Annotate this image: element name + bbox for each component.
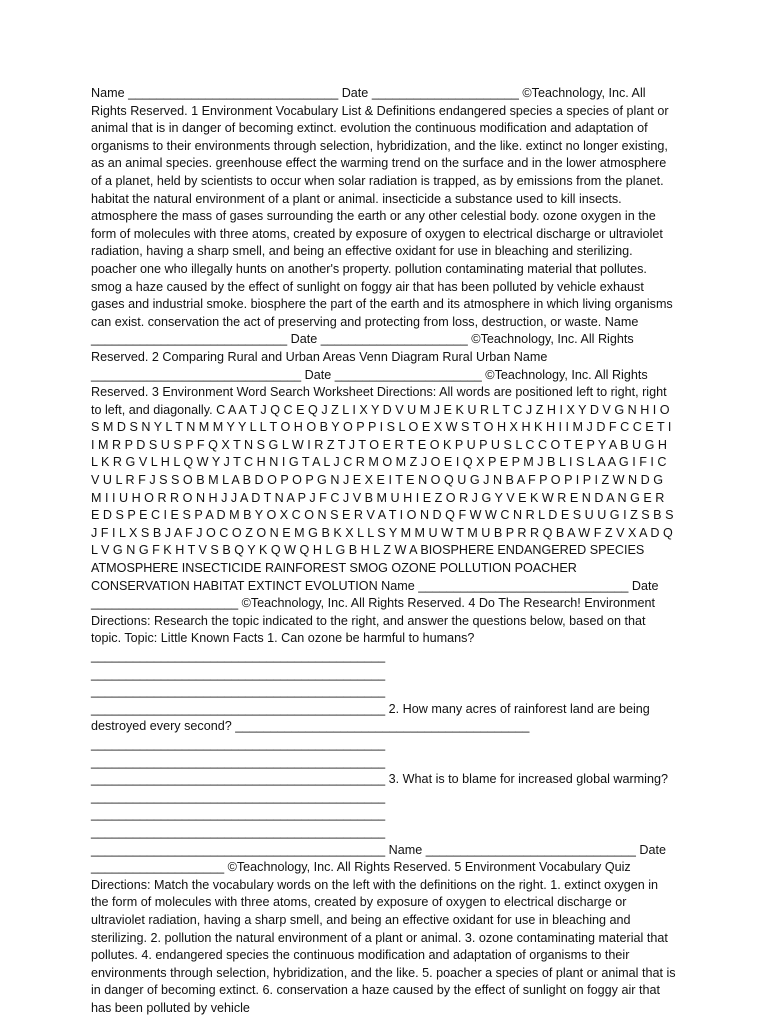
document-page xyxy=(91,85,676,1017)
document-text: Name ______________________________ Date _____________________ ©Teachnology, Inc. All Rights Reserved. 1 Environment Vocabulary List & Definitions endangered species a species of plant or animal that is in danger of becoming extinct. evolution the continuous modification and adaptation of organisms to their environments through selection, hybridization, and the like. extinct no longer existing, as an animal species. greenhouse effect the warming trend on the surface and in the lower atmosphere of a planet, held by scientists to occur when solar radiation is trapped, as by emissions from the planet. habitat the natural environment of a plant or animal. insecticide a substance used to kill insects. atmosphere the mass of gases surrounding the earth or any other celestial body. ozone oxygen in the form of molecules with three atoms, created by exposure of oxygen to electrical discharge or ultraviolet radiation, having a sharp smell, and being an effective oxidant for use in bleaching and sterilizing. poacher one who illegally hunts on another's property. pollution contaminating material that pollutes. smog a haze caused by the effect of sunlight on foggy air that has been polluted by vehicle exhaust gases and industrial smoke. biosphere the part of the earth and its atmosphere in which living organisms can exist. conservation the act of preserving and protecting from loss, destruction, or waste. Name ____________________________ Date _____________________ ©Teachnology, Inc. All Rights Reserved. 2 Comparing Rural and Urban Areas Venn Diagram Rural Urban Name ______________________________ Date _____________________ ©Teachnology, Inc. All Rights Reserved. 3 Environment Word Search Worksheet Directions: All words are positioned left to right, right to left, and diagonally. C A A T J Q C E Q J Z L I X Y D V U M J E K U R L T C J Z H I X Y D V G N H I O S M D S N Y L T N M M Y Y L L T O H O B Y O P P I S L O E X W S T O H X H K H I I M J D F C C E T I I M R P D S U S P F Q X T N S G L W I R Z T J T O E R T E O K P U P U S L C C O T E P Y A B U G H L K R G V L H L Q W Y J T C H N I G T A L J C R M O M Z J O E I Q X P E P M J B L I S L A A G I F I C V U L R F J S S O B M L A B D O P O P G N J E X E I T E N O Q U G J N B A F P O P I P I Z W N D G M I I U H O R R O N H J J A D T N A P J F C J V B M U H I E Z O R J G Y V E K W R E N D A N G E R E D S P E C I E S P A D M B Y O X C O N S E R V A T I O N D Q F W W C N R L D E S U U G I Z S B S J F I L X S B J A F J O C O Z O N E M G B K X L L S Y M M U W T M U B P R R Q B A W F Z V X A D Q L V G N G F K H T V S B Q Y K Q W Q H L G B H L Z W A BIOSPHERE ENDANGERED SPECIES ATMOSPHERE INSECTICIDE RAINFOREST SMOG OZONE POLLUTION POACHER CONSERVATION HABITAT EXTINCT EVOLUTION Name ______________________________ Date _____________________ ©Teachnology, Inc. All Rights Reserved. 4 Do The Research! Environment Directions: Research the topic indicated to the right, and answer the questions below, based on that topic. Topic: Little Known Facts 1. Can ozone be harmful to humans? __________________________________________ __________________________________________ __________________________________________ __________________________________________ 2. How many acres of rainforest land are being destroyed every second? __________________________________________ __________________________________________ __________________________________________ __________________________________________ 3. What is to blame for increased global warming? __________________________________________ __________________________________________ __________________________________________ __________________________________________ Name ______________________________ Date ___________________ ©Teachnology, Inc. All Rights Reserved. 5 Environment Vocabulary Quiz Directions: Match the vocabulary words on the left with the definitions on the right. 1. extinct oxygen in the form of molecules with three atoms, created by exposure of oxygen to electrical discharge or ultraviolet radiation, having a sharp smell, and being an effective oxidant for use in bleaching and sterilizing. 2. pollution the natural environment of a plant or animal. 3. ozone contaminating material that pollutes. 4. endangered species the continuous modification and adaptation of organisms to their environments through selection, hybridization, and the like. 5. poacher a species of plant or animal that is in danger of becoming extinct. 6. conservation a haze caused by the effect of sunlight on foggy air that has been polluted by vehicle xyxy=(91,86,676,1015)
